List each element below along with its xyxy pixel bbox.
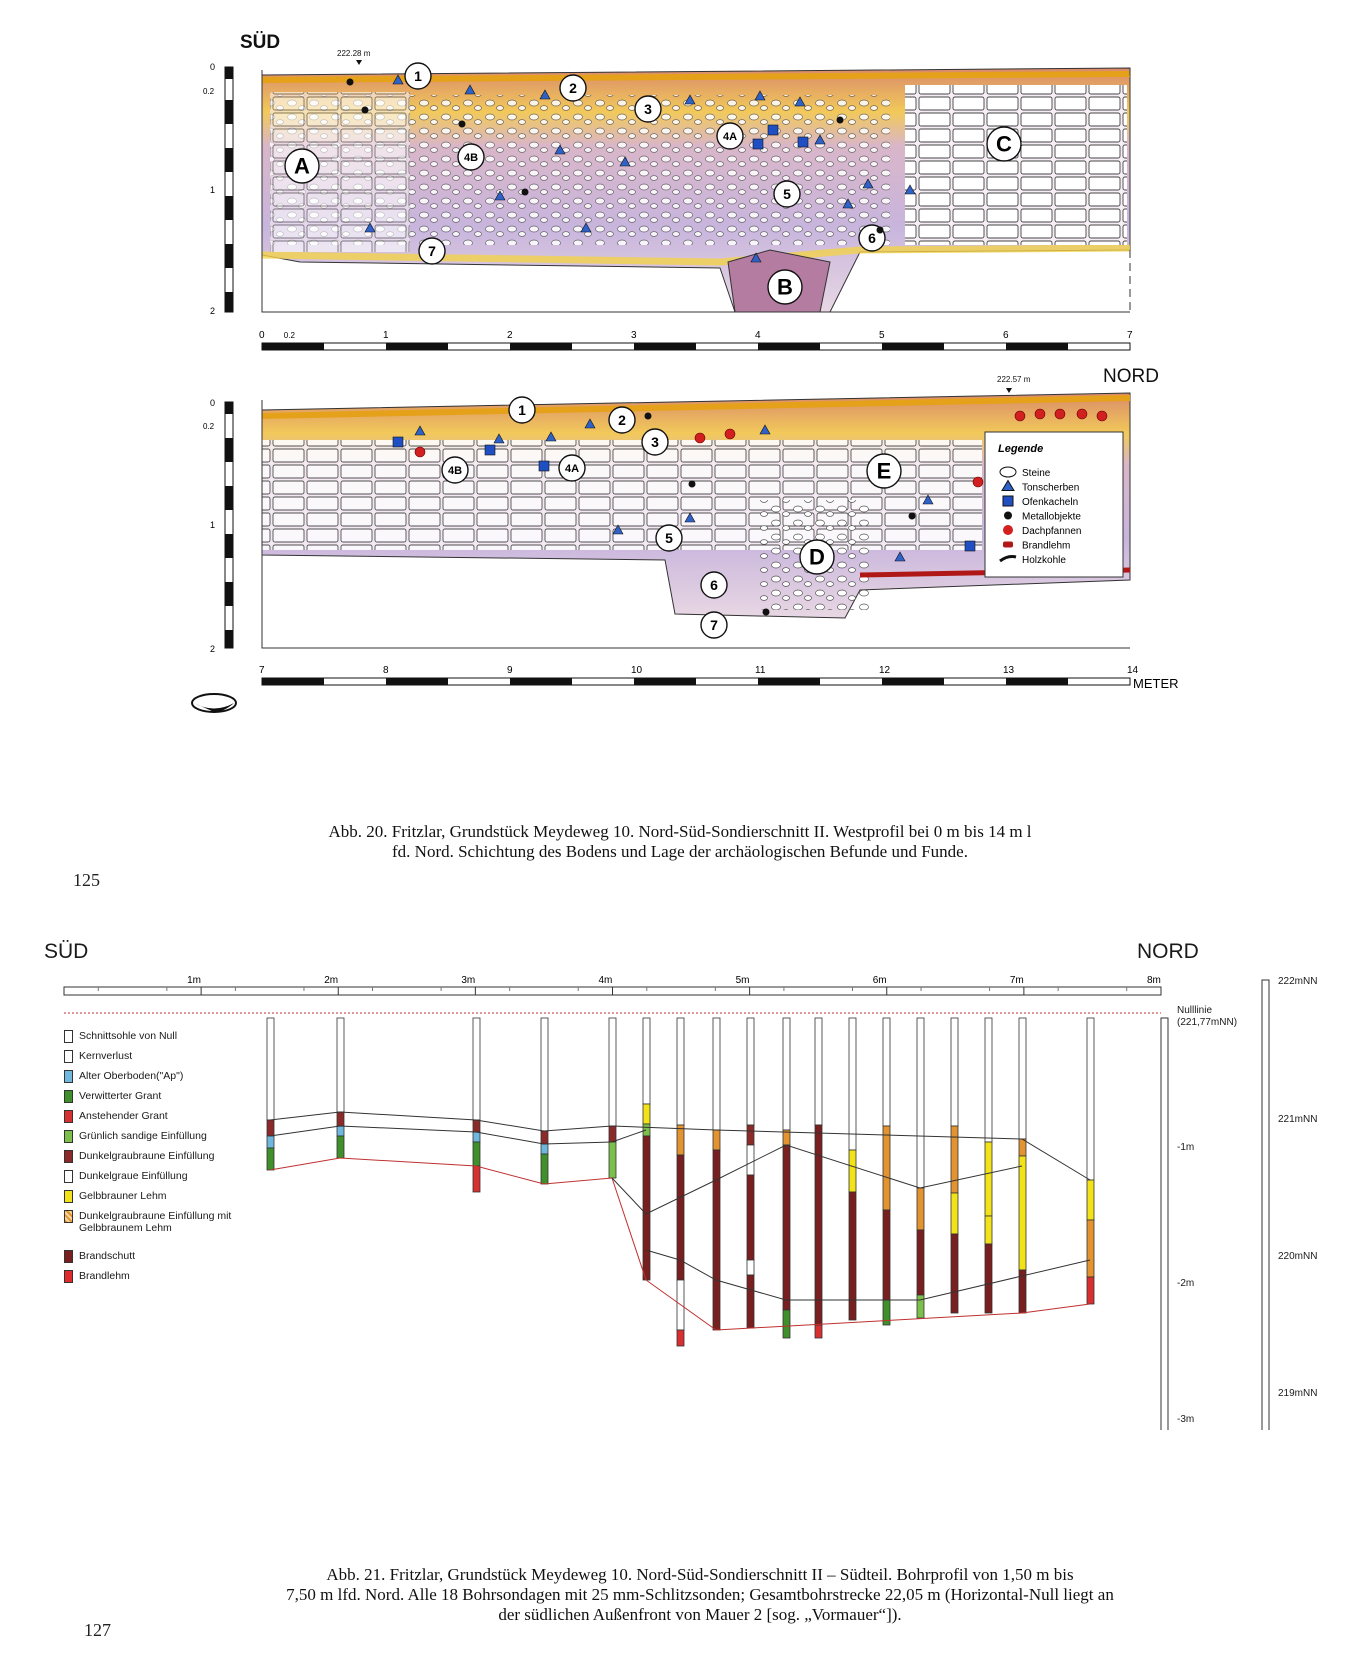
legend-swatch (64, 1070, 73, 1083)
borehole (713, 1018, 720, 1330)
elevation-marker-icon (356, 60, 362, 65)
layer-marker (419, 238, 445, 264)
elevation-top-label: 222.28 m (337, 49, 371, 58)
distance-tick-label: 1m (187, 975, 202, 986)
roof-tile-icon (415, 447, 425, 457)
scale-tick-label: 10 (631, 665, 643, 676)
depth-tick-3m: -3m (1177, 1414, 1195, 1425)
legend-swatch (64, 1130, 73, 1143)
svg-text:2: 2 (210, 644, 216, 654)
roof-tile-icon (1003, 525, 1013, 535)
top-profile (203, 32, 1133, 350)
feature-marker (987, 127, 1021, 161)
scale-block (1006, 678, 1068, 685)
legend-swatch (64, 1150, 73, 1163)
stove-tile-icon (798, 137, 808, 147)
depth-scale-bottom (203, 398, 233, 654)
depth-scale-top (203, 62, 233, 316)
roof-tile-icon (1015, 411, 1025, 421)
distance-tick-label: 5m (735, 975, 750, 986)
scale-block (634, 678, 696, 685)
svg-text:4A: 4A (722, 130, 738, 143)
legend-label: Brandschutt (79, 1250, 136, 1262)
legend-label: Dunkelgraubraune Einfüllung (79, 1150, 215, 1162)
scale-tick-label: 5 (879, 330, 885, 341)
svg-text:6: 6 (710, 576, 718, 593)
scale-block (510, 678, 572, 685)
metal-object-icon (362, 107, 369, 114)
metal-object-icon (347, 79, 354, 86)
nullline-label: Nulllinie (221,77mNN) (1177, 1005, 1238, 1028)
distance-scale-bottom (259, 665, 1179, 691)
svg-text:2: 2 (569, 79, 577, 96)
feature-marker (800, 540, 834, 574)
scale-block (1006, 343, 1068, 350)
layer-marker (609, 407, 635, 433)
metal-object-icon (1004, 512, 1012, 520)
layer-marker (701, 572, 727, 598)
scale-tick-label: 14 (1127, 665, 1139, 676)
svg-text:4A: 4A (564, 462, 580, 475)
svg-text:1: 1 (518, 401, 526, 418)
legend-swatch (64, 1170, 73, 1183)
borehole (783, 1018, 790, 1338)
layer-marker (559, 455, 585, 481)
legend-item (64, 1130, 207, 1143)
legend-swatch (64, 1090, 73, 1103)
layer-marker (442, 457, 468, 483)
metal-object-icon (877, 227, 884, 234)
layer-boundary-line (270, 1126, 646, 1144)
bottom-profile (203, 366, 1179, 691)
borehole (849, 1018, 856, 1320)
svg-text:0: 0 (210, 62, 216, 72)
legend-item (64, 1190, 167, 1203)
borehole (951, 1018, 958, 1313)
scale-tick-label: 2 (507, 330, 513, 341)
layer-marker (642, 429, 668, 455)
elev-tick-221: 221mNN (1278, 1114, 1318, 1125)
svg-text:5: 5 (783, 185, 791, 202)
scale-unit-label: METER (1133, 676, 1179, 691)
stone-icon (1000, 467, 1016, 477)
svg-text:0.2: 0.2 (203, 422, 215, 431)
legend-swatch (64, 1030, 73, 1043)
legend-swatch (64, 1190, 73, 1203)
svg-text:2: 2 (618, 411, 626, 428)
roof-tile-icon (1077, 409, 1087, 419)
svg-text:6: 6 (868, 229, 876, 246)
svg-text:3: 3 (651, 433, 659, 450)
legend-swatch (64, 1270, 73, 1283)
stove-tile-icon (965, 541, 975, 551)
borehole (541, 1018, 548, 1184)
scale-block (510, 343, 572, 350)
scale-block (634, 343, 696, 350)
depth-tick-2m: -2m (1177, 1278, 1195, 1289)
scale-block (262, 343, 324, 350)
stove-tile-icon (768, 125, 778, 135)
legend-box (985, 432, 1123, 577)
stove-tile-icon (1003, 496, 1013, 506)
legend-item-label: Tonscherben (1022, 482, 1080, 494)
borehole (609, 1018, 616, 1178)
figure-20-caption: Abb. 20. Fritzlar, Grundstück Meydeweg 10. Nord-Süd-Sondierschnitt II. Westprofil bei 0 m bis 14 m l fd. Nord. Schichtung des Bodens und Lage der archäologischen Befunde und Funde. (328, 822, 1032, 861)
south-label: SÜD (240, 32, 281, 53)
roof-tile-icon (695, 433, 705, 443)
north-label: NORD (1103, 366, 1159, 387)
feature-marker (867, 454, 901, 488)
svg-text:7: 7 (710, 616, 718, 633)
legend-item (64, 1270, 130, 1283)
elevation-bottom-label: 222.57 m (997, 375, 1031, 384)
legend-item (64, 1110, 168, 1123)
svg-text:D: D (809, 544, 825, 570)
scale-block (758, 343, 820, 350)
layer-marker (717, 123, 743, 149)
layer-marker (701, 612, 727, 638)
scale-block (882, 343, 944, 350)
metal-object-icon (763, 609, 770, 616)
borehole (677, 1018, 684, 1346)
scale-tick-label: 1 (383, 330, 389, 341)
legend-label: Verwitterter Grant (79, 1090, 162, 1102)
legend-item-label: Holzkohle (1022, 555, 1066, 566)
legend-label: Dunkelgraubraune Einfüllung mit Gelbbraunem Lehm (79, 1210, 232, 1234)
legend-label: Gelbbrauner Lehm (79, 1190, 167, 1202)
metal-object-icon (522, 189, 529, 196)
layer-marker (509, 397, 535, 423)
svg-text:4B: 4B (463, 151, 479, 164)
legend-item-label: Steine (1022, 468, 1051, 479)
legend-swatch (64, 1210, 73, 1223)
stove-tile-icon (539, 461, 549, 471)
distance-tick-label: 6m (872, 975, 887, 986)
distance-tick-label: 4m (598, 975, 613, 986)
legend-item (64, 1050, 132, 1063)
legend-swatch (64, 1110, 73, 1123)
distance-tick-label: 8m (1147, 975, 1161, 986)
north-label: NORD (1137, 940, 1199, 963)
legend-item (64, 1210, 284, 1234)
page-number-125: 125 (73, 870, 100, 890)
stove-tile-icon (485, 445, 495, 455)
legend-label: Alter Oberboden("Ap") (79, 1070, 184, 1082)
profile-drawing (0, 0, 1366, 730)
scale-block (386, 678, 448, 685)
layer-marker (405, 63, 431, 89)
scale-tick-label: 0.2 (283, 331, 295, 340)
legend-item (64, 1250, 135, 1263)
metal-object-icon (645, 413, 652, 420)
scale-block (262, 678, 324, 685)
scale-tick-label: 12 (879, 665, 891, 676)
svg-text:E: E (876, 458, 892, 484)
scale-tick-label: 4 (755, 330, 761, 341)
legend-item (64, 1150, 214, 1163)
elev-tick-222: 222mNN (1278, 976, 1318, 987)
stove-tile-icon (393, 437, 403, 447)
elev-tick-220: 220mNN (1278, 1251, 1318, 1262)
feature-marker (285, 149, 319, 183)
layer-marker (560, 75, 586, 101)
borehole (883, 1018, 890, 1325)
scale-block (386, 343, 448, 350)
roof-tile-icon (725, 429, 735, 439)
borehole (1087, 1018, 1094, 1304)
svg-text:5: 5 (665, 529, 673, 546)
borehole (1019, 1018, 1026, 1313)
legend-item (64, 1090, 161, 1103)
svg-text:4B: 4B (447, 464, 463, 477)
scale-block (882, 678, 944, 685)
section-orientation-icon (192, 694, 236, 712)
legend-label: Dunkelgraue Einfüllung (79, 1170, 188, 1182)
scale-tick-label: 7 (259, 665, 265, 676)
legend-item-label: Metallobjekte (1022, 511, 1081, 523)
borehole (985, 1018, 992, 1313)
metal-object-icon (909, 513, 916, 520)
scale-tick-label: 9 (507, 665, 513, 676)
svg-text:2: 2 (210, 306, 216, 316)
borehole (643, 1018, 650, 1280)
roof-tile-icon (1055, 409, 1065, 419)
scale-tick-label: 6 (1003, 330, 1009, 341)
metal-object-icon (689, 481, 696, 488)
svg-text:B: B (777, 274, 793, 300)
depth-scale (1161, 1018, 1168, 1430)
legend-item-label: Ofenkacheln (1022, 497, 1079, 508)
scale-tick-label: 11 (755, 665, 766, 676)
svg-text:C: C (996, 131, 1012, 157)
legend-label: Kernverlust (79, 1050, 133, 1062)
legend-label: Brandlehm (79, 1270, 130, 1282)
borehole (337, 1018, 344, 1158)
svg-text:3: 3 (644, 100, 652, 117)
burnt-clay-icon (1003, 542, 1013, 548)
layer-marker (774, 181, 800, 207)
borehole (815, 1018, 822, 1338)
scale-tick-label: 13 (1003, 665, 1015, 676)
figure-21-caption: Abb. 21. Fritzlar, Grundstück Meydeweg 10. Nord-Süd-Sondierschnitt II – Südteil. Bohrprofil von 1,50 m bis 7,50 m lfd. Nord. Alle 18 Bohrsondagen mit 25 mm-Schlitzsonden; Gesamtbohrstrecke 22,05 m (Horizontal-Null liegt an der südlichen Außenfront von Mauer 2 [sog. „Vormauer“]). (286, 1565, 1114, 1624)
legend-label: Grünlich sandige Einfüllung (79, 1130, 207, 1142)
metal-object-icon (837, 117, 844, 124)
legend-swatch (64, 1050, 73, 1063)
wall-c-masonry (905, 85, 1127, 245)
elevation-marker-icon (1006, 388, 1012, 393)
layer-marker (458, 144, 484, 170)
layer-marker (656, 525, 682, 551)
roof-tile-icon (1097, 411, 1107, 421)
borehole-legend (64, 1030, 284, 1330)
south-label: SÜD (44, 940, 89, 963)
stove-tile-icon (753, 139, 763, 149)
scale-block (758, 678, 820, 685)
legend-title: Legende (998, 443, 1044, 455)
svg-text:A: A (294, 153, 310, 179)
elev-tick-219: 219mNN (1278, 1388, 1318, 1399)
scale-tick-label: 8 (383, 665, 389, 676)
legend-item (64, 1030, 177, 1043)
svg-text:7: 7 (428, 242, 436, 259)
borehole (747, 1018, 754, 1328)
distance-tick-label: 3m (461, 975, 476, 986)
legend-item-label: Brandlehm (1022, 540, 1071, 552)
distance-scale-top (259, 330, 1133, 350)
roof-tile-icon (973, 477, 983, 487)
svg-text:0.2: 0.2 (203, 87, 215, 96)
feature-marker (768, 270, 802, 304)
scale-tick-label: 3 (631, 330, 637, 341)
legend-label: Schnittsohle von Null (79, 1030, 178, 1042)
depth-tick-1m: -1m (1177, 1142, 1195, 1153)
scale-tick-label: 0 (259, 330, 265, 341)
scale-tick-label: 7 (1127, 330, 1133, 341)
svg-text:1: 1 (210, 185, 216, 195)
distance-tick-label: 7m (1009, 975, 1024, 986)
legend-item (64, 1070, 183, 1083)
elevation-scale (1262, 980, 1269, 1430)
svg-text:0: 0 (210, 398, 216, 408)
borehole (917, 1018, 924, 1318)
legend-label: Anstehender Grant (79, 1110, 168, 1122)
legend-item-label: Dachpfannen (1022, 526, 1082, 537)
legend-swatch (64, 1250, 73, 1263)
figure-21 (0, 930, 1366, 1670)
svg-text:1: 1 (414, 67, 422, 84)
page-number-127: 127 (84, 1620, 111, 1640)
metal-object-icon (459, 121, 466, 128)
roof-tile-icon (1035, 409, 1045, 419)
distance-tick-label: 2m (324, 975, 339, 986)
legend-item (64, 1170, 188, 1183)
layer-marker (635, 96, 661, 122)
svg-text:1: 1 (210, 520, 216, 530)
